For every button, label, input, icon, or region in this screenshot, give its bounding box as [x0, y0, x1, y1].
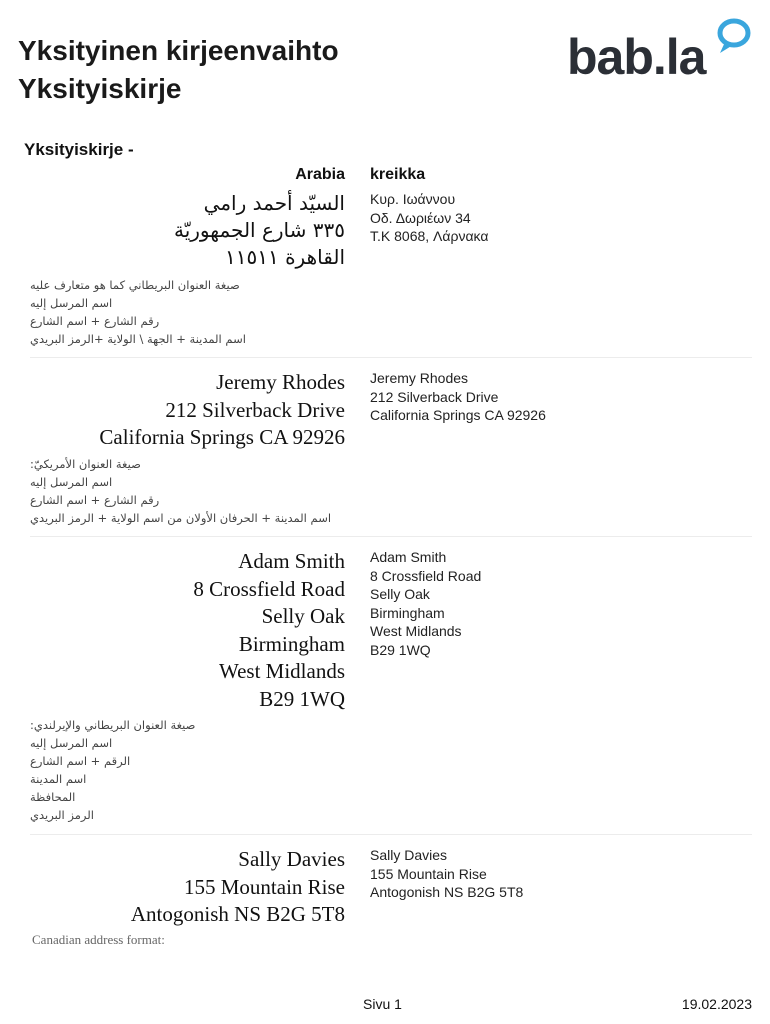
note-line: صيغة العنوان البريطاني والإيرلندي:	[30, 718, 196, 732]
section-divider	[30, 834, 752, 835]
address-line: Antogonish NS B2G 5T8	[370, 884, 524, 900]
bab-la-logo	[567, 16, 757, 82]
address-block-left	[30, 190, 345, 271]
address-line: Antogonish NS B2G 5T8	[130, 902, 345, 926]
address-line: السيّد أحمد رامي	[203, 191, 345, 215]
address-block-left	[30, 548, 345, 713]
address-line: California Springs CA 92926	[370, 407, 546, 423]
address-line: Birmingham	[238, 631, 345, 656]
note-line: اسم المرسل إليه	[30, 475, 113, 489]
document-date: 19.02.2023	[681, 996, 752, 1012]
note-line: اسم المرسل إليه	[30, 296, 113, 310]
format-note	[32, 932, 347, 948]
address-block-right	[370, 369, 750, 425]
format-note	[30, 455, 345, 527]
column-header-arabic: Arabia	[295, 166, 345, 183]
address-line: 8 Crossfield Road	[370, 567, 482, 584]
title-line-2: Yksityiskirje	[18, 73, 182, 104]
page-number: Sivu 1	[363, 996, 402, 1012]
note-line: الرمز البريدي	[30, 808, 94, 822]
address-line: Selly Oak	[261, 604, 345, 628]
note-line: اسم المدينة + الجهة \ الولاية +الرمز البريدي	[30, 332, 246, 346]
address-line: القاهرة ١١٥١١	[225, 245, 345, 269]
address-line: B29 1WQ	[370, 641, 431, 658]
address-line: B29 1WQ	[259, 686, 345, 711]
section-divider	[30, 536, 752, 537]
address-line: 155 Mountain Rise	[184, 874, 345, 899]
note-line: اسم المرسل إليه	[30, 736, 113, 750]
document-heading: Yksityiskirje -	[24, 140, 134, 159]
note-line: اسم المدينة	[30, 772, 87, 786]
note-line: رقم الشارع + اسم الشارع	[30, 314, 160, 328]
address-line: Selly Oak	[370, 586, 430, 602]
address-line: West Midlands	[218, 659, 345, 683]
note-line: Canadian address format:	[32, 932, 165, 947]
note-line: المحافظة	[30, 790, 76, 804]
note-line: رقم الشارع + اسم الشارع	[30, 493, 160, 507]
note-line: اسم المدينة + الحرفان الأولان من اسم الولاية + الرمز البريدي	[30, 511, 332, 525]
address-line: 8 Crossfield Road	[193, 576, 345, 601]
address-line: California Springs CA 92926	[99, 425, 345, 449]
address-line: Sally Davies	[238, 847, 345, 871]
address-block-right	[370, 846, 750, 902]
address-line: West Midlands	[370, 623, 462, 639]
note-line: الرقم + اسم الشارع	[30, 754, 131, 768]
format-note	[30, 716, 345, 824]
address-line: 212 Silverback Drive	[370, 388, 499, 405]
address-block-left	[30, 369, 345, 452]
address-line: 155 Mountain Rise	[370, 865, 487, 882]
address-block-left	[30, 846, 345, 929]
page-title	[18, 32, 339, 108]
logo-text: bab.la	[567, 29, 706, 82]
address-line: T.K 8068, Λάρνακα	[370, 228, 489, 244]
address-line: Οδ. Δωριέων 34	[370, 209, 471, 226]
section-divider	[30, 357, 752, 358]
note-line: صيغة العنوان الأمريكيّ:	[30, 457, 141, 471]
address-line: Birmingham	[370, 604, 445, 621]
title-line-1: Yksityinen kirjeenvaihto	[18, 35, 339, 66]
address-line: Jeremy Rhodes	[216, 370, 345, 394]
address-line: Adam Smith	[238, 549, 345, 573]
address-block-right	[370, 548, 750, 659]
speech-bubble-icon	[720, 21, 748, 53]
address-line: Jeremy Rhodes	[370, 370, 469, 386]
address-line: 212 Silverback Drive	[165, 397, 345, 422]
column-header-greek: kreikka	[370, 166, 426, 183]
address-line: Sally Davies	[370, 847, 448, 863]
address-line: Κυρ. Ιωάννου	[370, 191, 456, 207]
note-line: صيغة العنوان البريطاني كما هو متعارف عليه	[30, 278, 240, 292]
address-block-right	[370, 190, 750, 246]
format-note	[30, 276, 345, 348]
address-line: Adam Smith	[370, 549, 447, 565]
address-line: ٣٣٥ شارع الجمهوريّة	[173, 218, 345, 242]
